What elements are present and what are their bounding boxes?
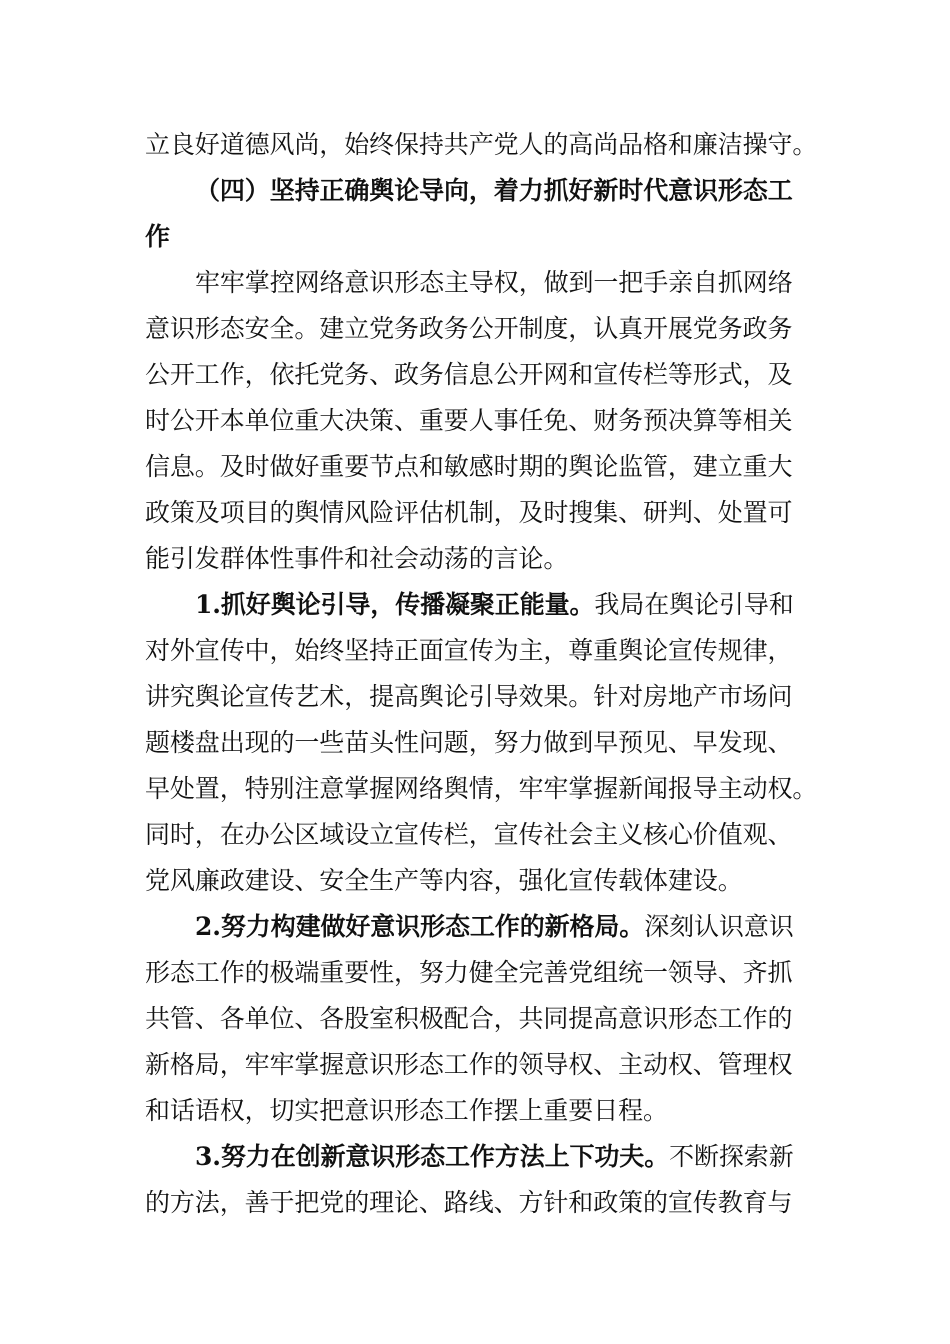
item-text: 我局在舆论引导和 [594,590,794,619]
paragraph-1-line-6: 政策及项目的舆情风险评估机制，及时搜集、研判、处置可 [145,498,793,527]
paragraph-3-line-4: 新格局，牢牢掌握意识形态工作的领导权、主动权、管理权 [145,1050,793,1079]
paragraph-1-line-4: 时公开本单位重大决策、重要人事任免、财务预决算等相关 [145,406,793,435]
section-heading-line-2: 作 [145,222,170,251]
paragraph-1-line-1: 牢牢掌控网络意识形态主导权，做到一把手亲自抓网络 [195,268,793,297]
paragraph-2-line-7: 党风廉政建设、安全生产等内容，强化宣传载体建设。 [145,866,743,895]
paragraph-2-line-2: 对外宣传中，始终坚持正面宣传为主，尊重舆论宣传规律， [145,636,793,665]
paragraph-3-line-1 [145,904,813,950]
document-page [145,122,818,1226]
paragraph-3-line-2: 形态工作的极端重要性，努力健全完善党组统一领导、齐抓 [145,958,793,987]
item-title: 抓好舆论引导，传播凝聚正能量。 [220,590,595,619]
paragraph-3-line-5: 和话语权，切实把意识形态工作摆上重要日程。 [145,1096,668,1125]
paragraph-2-line-4: 题楼盘出现的一些苗头性问题，努力做到早预见、早发现、 [145,728,793,757]
item-title: 努力构建做好意识形态工作的新格局。 [220,912,645,941]
paragraph-2-line-3: 讲究舆论宣传艺术，提高舆论引导效果。针对房地产市场问 [145,682,793,711]
paragraph-1-line-2: 意识形态安全。建立党务政务公开制度，认真开展党务政务 [145,314,793,343]
paragraph-4-line-1 [145,1134,813,1180]
item-number: 1. [195,590,221,619]
item-title: 努力在创新意识形态工作方法上下功夫。 [220,1142,670,1171]
paragraph-2-line-1 [145,582,813,628]
paragraph-4-line-2: 的方法，善于把党的理论、路线、方针和政策的宣传教育与 [145,1188,793,1217]
item-text: 不断探索新 [669,1142,794,1171]
paragraph-1-line-3: 公开工作，依托党务、政务信息公开网和宣传栏等形式，及 [145,360,793,389]
paragraph-1-line-5: 信息。及时做好重要节点和敏感时期的舆论监管，建立重大 [145,452,793,481]
section-heading-line-1: （四）坚持正确舆论导向，着力抓好新时代意识形态工 [195,176,793,205]
paragraph-1-line-7: 能引发群体性事件和社会动荡的言论。 [145,544,569,573]
paragraph-2-line-6: 同时，在办公区域设立宣传栏，宣传社会主义核心价值观、 [145,820,793,849]
item-number: 2. [195,912,221,941]
paragraph-3-line-3: 共管、各单位、各股室积极配合，共同提高意识形态工作的 [145,1004,793,1033]
paragraph-2-line-5: 早处置，特别注意掌握网络舆情，牢牢掌握新闻报导主动权。 [145,774,818,803]
paragraph-continuation-line: 立良好道德风尚，始终保持共产党人的高尚品格和廉洁操守。 [145,130,818,159]
item-number: 3. [195,1142,221,1171]
item-text: 深刻认识意识 [644,912,794,941]
